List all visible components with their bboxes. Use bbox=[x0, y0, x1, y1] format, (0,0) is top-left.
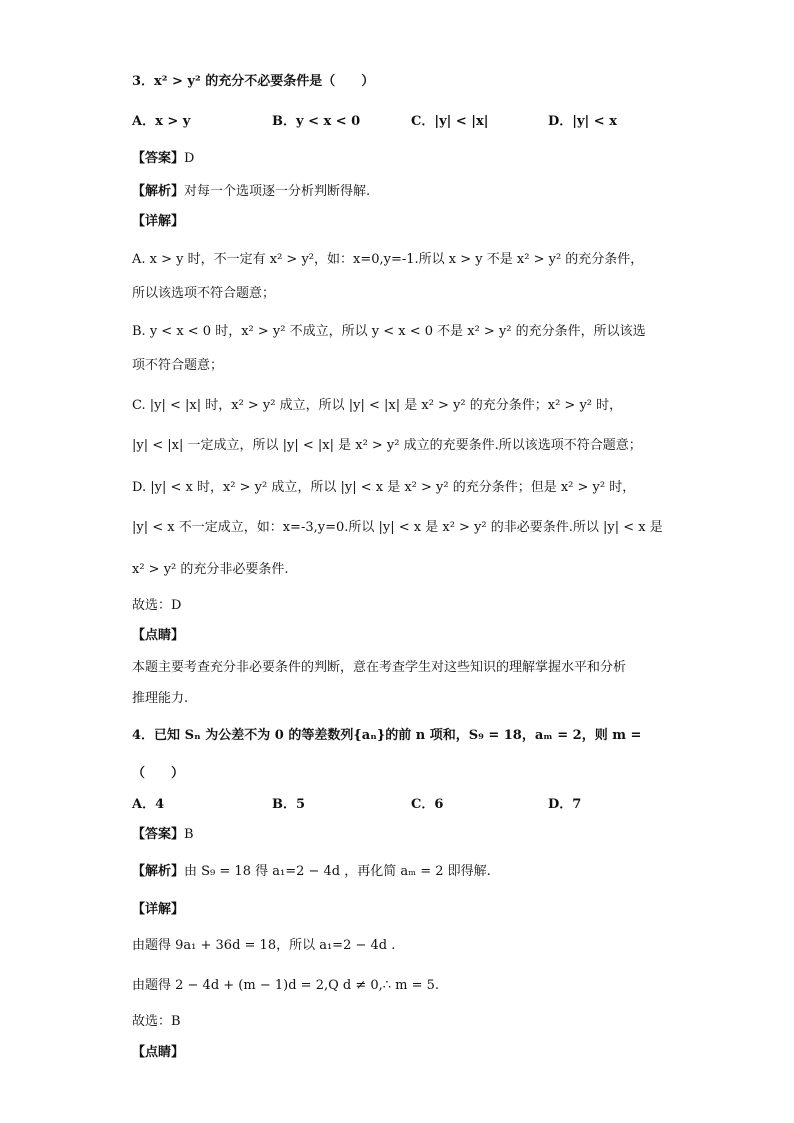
q4-option-b: B．5 bbox=[272, 797, 306, 812]
q3-comment-label: 【点睛】 bbox=[132, 628, 185, 643]
q3-answer bbox=[132, 149, 194, 169]
q3-comment-line: 本题主要考查充分非必要条件的判断，意在考查学生对这些知识的理解掌握水平和分析 bbox=[132, 660, 627, 675]
q4-analysis-label: 【解析】 bbox=[132, 864, 185, 879]
q4-analysis bbox=[132, 862, 491, 882]
q4-option-a: A．4 bbox=[132, 797, 165, 812]
q4-option-c: C．6 bbox=[411, 797, 444, 812]
q3-analysis bbox=[132, 182, 370, 202]
q4-answer-value: B bbox=[184, 827, 194, 842]
q3-detail-label: 【详解】 bbox=[132, 214, 185, 229]
q4-stem-cont: （ ） bbox=[132, 766, 185, 781]
q4-answer bbox=[132, 825, 194, 845]
q3-detail-line: B. y < x < 0 时，x² > y² 不成立，所以 y < x < 0 不是 x² > y² 的充分条件，所以该选 bbox=[132, 324, 646, 339]
q3-option-b: B．y < x < 0 bbox=[272, 114, 361, 129]
q4-stem: 4．已知 Sₙ 为公差不为 0 的等差数列{aₙ}的前 n 项和，S₉ = 18，aₘ = 2，则 m = bbox=[132, 728, 642, 743]
q4-detail-line: 由题得 9a₁ + 36d = 18，所以 a₁=2 − 4d . bbox=[132, 938, 396, 953]
q3-detail-line: C. |y| < |x| 时，x² > y² 成立，所以 |y| < |x| 是 x² > y² 的充分条件；x² > y² 时， bbox=[132, 398, 623, 413]
q3-stem: 3．x² > y² 的充分不必要条件是（ ） bbox=[132, 74, 375, 89]
q4-analysis-text: 由 S₉ = 18 得 a₁=2 − 4d ，再化简 aₘ = 2 即得解. bbox=[184, 864, 491, 879]
q3-analysis-label: 【解析】 bbox=[132, 184, 185, 199]
q3-answer-label: 【答案】 bbox=[132, 151, 185, 166]
q3-answer-value: D bbox=[184, 151, 195, 166]
q3-detail-line: |y| < x 不一定成立，如：x=-3,y=0.所以 |y| < x 是 x² > y² 的非必要条件.所以 |y| < x 是 bbox=[132, 520, 663, 535]
q4-choose: 故选：B bbox=[132, 1014, 181, 1029]
q3-option-a: A．x > y bbox=[132, 114, 191, 129]
q3-option-d: D．|y| < x bbox=[548, 114, 617, 129]
q3-comment-line: 推理能力. bbox=[132, 691, 189, 706]
q3-detail-line: 所以该选项不符合题意； bbox=[132, 286, 276, 301]
q3-detail-line: x² > y² 的充分非必要条件. bbox=[132, 562, 289, 577]
q4-detail-line: 由题得 2 − 4d + (m − 1)d = 2,Q d ≠ 0,∴ m = 5. bbox=[132, 978, 440, 993]
q3-detail-line: 项不符合题意； bbox=[132, 358, 224, 373]
q3-choose: 故选：D bbox=[132, 598, 182, 613]
q3-option-c: C．|y| < |x| bbox=[411, 114, 489, 129]
q3-detail-line: |y| < |x| 一定成立，所以 |y| < |x| 是 x² > y² 成立的充要条件.所以该选项不符合题意； bbox=[132, 438, 642, 453]
q3-detail-line: A. x > y 时，不一定有 x² > y²，如：x=0,y=-1.所以 x > y 不是 x² > y² 的充分条件， bbox=[132, 252, 644, 267]
q4-comment-label: 【点睛】 bbox=[132, 1045, 185, 1060]
q3-analysis-text: 对每一个选项逐一分析判断得解. bbox=[184, 184, 371, 199]
q4-detail-label: 【详解】 bbox=[132, 902, 185, 917]
q4-answer-label: 【答案】 bbox=[132, 827, 185, 842]
q3-detail-line: D. |y| < x 时，x² > y² 成立，所以 |y| < x 是 x² > y² 的充分条件；但是 x² > y² 时， bbox=[132, 480, 636, 495]
q4-option-d: D．7 bbox=[548, 797, 582, 812]
